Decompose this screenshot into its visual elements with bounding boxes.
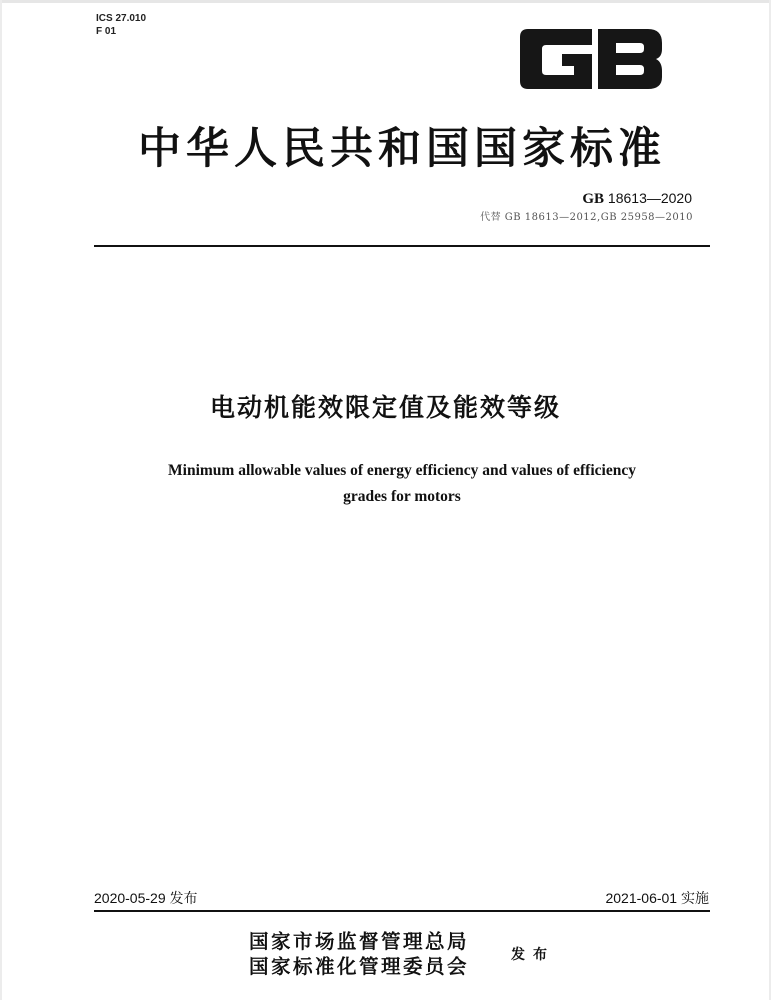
issuer-samr: 国家市场监督管理总局 <box>249 930 470 953</box>
footer-divider <box>94 910 710 912</box>
issuing-authorities <box>249 929 469 979</box>
publish-date-value: 2020-05-29 <box>94 890 166 906</box>
title-english <box>94 458 710 510</box>
ics-code: ICS 27.010 <box>96 13 147 24</box>
standard-code-prefix: GB <box>582 191 605 207</box>
logo-letter-g <box>520 29 592 89</box>
publish-date <box>94 888 198 908</box>
replaces-note: 代替 GB 18613—2012,GB 25958—2010 <box>480 212 693 223</box>
header-divider <box>94 245 710 247</box>
classification-codes <box>96 12 146 38</box>
national-standard-heading: 中华人民共和国国家标准 <box>138 124 666 174</box>
title-english-line2: grades for motors <box>343 488 461 505</box>
implement-date <box>605 888 709 908</box>
gb-logo <box>516 19 666 99</box>
title-english-line1: Minimum allowable values of energy efficiency and values of efficiency <box>168 462 636 479</box>
title-chinese: 电动机能效限定值及能效等级 <box>209 393 561 422</box>
issue-label: 发布 <box>511 947 555 963</box>
implement-date-label: 实施 <box>681 891 709 907</box>
standard-code <box>582 190 692 208</box>
ccs-code: F 01 <box>96 26 117 37</box>
publish-date-label: 发布 <box>169 891 198 907</box>
scan-edge-left <box>0 0 2 1000</box>
scan-edge-top <box>0 0 771 3</box>
standard-code-number: 18613—2020 <box>607 190 692 206</box>
logo-letter-b <box>598 29 662 89</box>
issuer-sac: 国家标准化管理委员会 <box>249 955 470 978</box>
implement-date-value: 2021-06-01 <box>605 890 678 906</box>
